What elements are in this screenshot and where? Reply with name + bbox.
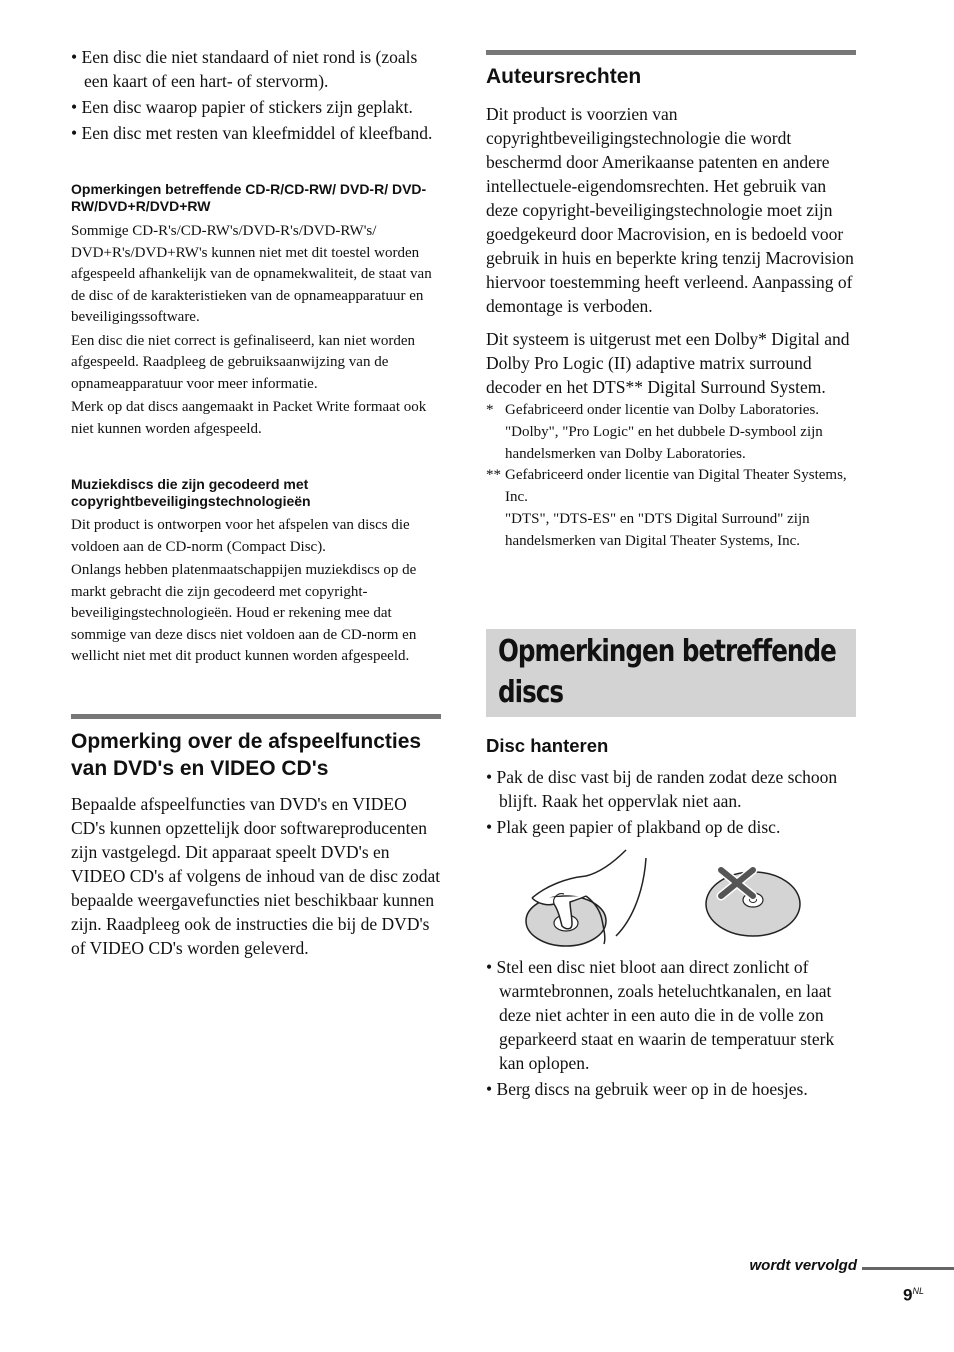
cdr-paragraph: Een disc die niet correct is gefinaliseerd, kan niet worden afgespeeld. Raadpleeg de gebruiksaanwijzing van de opnameapparatuur voor meer informatie. — [71, 332, 416, 392]
page-number — [903, 1280, 924, 1307]
music-discs-section — [71, 476, 441, 670]
disc-handling-section — [486, 734, 858, 841]
footnote-line: Gefabriceerd onder licentie van Digital Theater Systems, Inc. — [505, 467, 847, 506]
hand-holding-disc-icon — [526, 850, 646, 946]
disc-type-bullet-list — [71, 45, 443, 147]
continued-label: wordt vervolgd — [749, 1257, 857, 1274]
footnote-mark: * — [486, 402, 494, 418]
footnote-mark: ** — [486, 467, 501, 484]
list-item: • Plak geen papier of plakband op de disc. — [486, 815, 858, 839]
footnote-dts — [486, 465, 856, 552]
chapter-title: Opmerkingen betreffende discs — [498, 634, 836, 710]
dvd-playback-heading: Opmerking over de afspeelfuncties van DVD's en VIDEO CD's — [71, 730, 422, 780]
music-paragraph: Onlangs hebben platenmaatschappijen muziekdiscs op de markt gebracht die zijn gecodeerd met copyright-beveiligingstechnologieën. Houd er rekening mee dat sommige van deze discs niet voldoen aan de CD-norm en wellicht niet met dit product kunnen worden afgespeeld. — [71, 562, 417, 664]
dolby-dts-paragraph: Dit systeem is uitgerust met een Dolby* Digital and Dolby Pro Logic (II) adaptive matrix surround decoder en het DTS** Digital Surround System. — [486, 329, 850, 397]
disc-notes-banner — [486, 629, 856, 717]
disc-handling-heading: Disc hanteren — [486, 735, 609, 756]
dvd-playback-paragraph: Bepaalde afspeelfuncties van DVD's en VIDEO CD's kunnen opzettelijk door softwareproducenten zijn vastgelegd. Dit apparaat speelt DVD's en VIDEO CD's af volgens de inhoud van de disc zodat bepaalde weergavefuncties niet beschikbaar kunnen zijn. Raadpleeg ook de instructies die bij de DVD's of VIDEO CD's worden geleverd. — [71, 794, 441, 958]
section-divider — [71, 714, 441, 719]
footnote-line: Gefabriceerd onder licentie van Dolby Laboratories. — [505, 402, 820, 418]
list-item: • Berg discs na gebruik weer op in de hoesjes. — [486, 1077, 858, 1101]
do-not-touch-disc-icon — [706, 870, 800, 936]
copyright-paragraph: Dit product is voorzien van copyrightbeveiligingstechnologie die wordt beschermd door Amerikaanse patenten en andere intellectuele-eigendomsrechten. Het gebruik van deze copyright-beveiligingstechnologie moet zijn goedgekeurd door Macrovision, en is bedoeld voor gebruik in huis en beperkte kring tenzij Macrovision hiervoor toestemming heeft verleend. Aanpassing of demontage is verboden. — [486, 104, 854, 316]
page-number-value: 9 — [903, 1285, 913, 1305]
footnote-line: "Dolby", "Pro Logic" en het dubbele D-symbool zijn handelsmerken van Dolby Laboratories. — [505, 423, 823, 462]
page-language-suffix: NL — [912, 1286, 924, 1296]
copyright-section — [486, 50, 856, 553]
list-item: • Een disc waarop papier of stickers zijn geplakt. — [71, 95, 443, 119]
footnote-dolby — [486, 400, 856, 465]
list-item: • Een disc met resten van kleefmiddel of kleefband. — [71, 121, 443, 145]
disc-handling-illustration — [524, 848, 824, 948]
cdr-notes-heading: Opmerkingen betreffende CD-R/CD-RW/ DVD-R/ DVD-RW/DVD+R/DVD+RW — [71, 181, 427, 214]
list-item: • Pak de disc vast bij de randen zodat deze schoon blijft. Raak het oppervlak niet aan. — [486, 765, 858, 813]
music-paragraph: Dit product is ontworpen voor het afspelen van discs die voldoen aan de CD-norm (Compact Disc). — [71, 517, 410, 555]
list-item: • Een disc die niet standaard of niet rond is (zoals een kaart of een hart- of stervorm). — [71, 45, 443, 93]
disc-storage-bullets — [486, 955, 858, 1103]
list-item: • Stel een disc niet bloot aan direct zonlicht of warmtebronnen, zoals heteluchtkanalen, en laat deze niet achter in een auto die in de volle zon geparkeerd staat en waarin de temperatuur sterk kan oplopen. — [486, 955, 858, 1075]
chapter-banner — [486, 629, 856, 717]
cdr-paragraph: Merk op dat discs aangemaakt in Packet Write formaat ook niet kunnen worden afgespeeld. — [71, 399, 427, 437]
footnote-line: "DTS", "DTS-ES" en "DTS Digital Surround" zijn handelsmerken van Digital Theater Systems, Inc. — [505, 510, 810, 549]
dvd-playback-section — [71, 714, 441, 960]
music-discs-heading: Muziekdiscs die zijn gecodeerd met copyrightbeveiligingstechnologieën — [71, 476, 311, 509]
cdr-paragraph: Sommige CD-R's/CD-RW's/DVD-R's/DVD-RW's/ DVD+R's/DVD+RW's kunnen niet met dit toestel worden afgespeeld afhankelijk van de opnamekwaliteit, de staat van de disc of de karakteristieken van de opnameapparatuur en beveiligingssoftware. — [71, 223, 432, 325]
continued-rule — [862, 1267, 954, 1270]
copyright-heading: Auteursrechten — [486, 65, 642, 88]
cdr-notes-section — [71, 181, 441, 442]
section-divider — [486, 50, 856, 55]
